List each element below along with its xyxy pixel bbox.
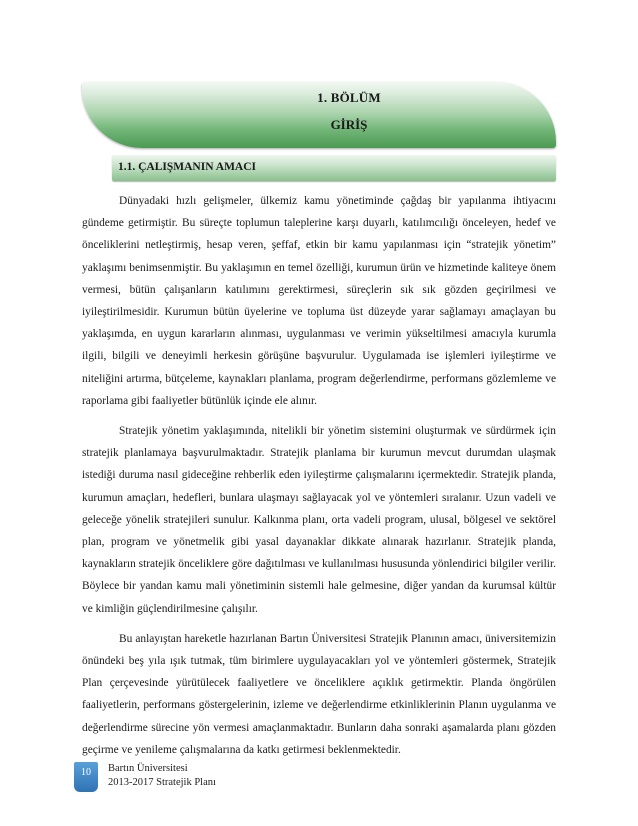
body-text <box>82 190 556 769</box>
page-number-tab <box>74 762 98 792</box>
footer-university: Bartın Üniversitesi <box>108 763 188 774</box>
page-number: 10 <box>81 767 91 778</box>
section-heading: 1.1. ÇALIŞMANIN AMACI <box>118 161 257 173</box>
footer-caption <box>108 762 216 790</box>
chapter-banner <box>82 82 556 148</box>
paragraph-3: Bu anlayıştan hareketle hazırlanan Bartın Üniversitesi Stratejik Planının amacı, üniversitemizin önündeki beş yıla ışık tutmak, tüm birimlere uygulayacakları yol ve yöntemleri göstermek, Stratejik Plan çerçevesinde yürütülecek faaliyetlere ve önceliklere açıklık getirmektir. Planda öngörülen faaliyetlerin, performans göstergelerinin, izleme ve değerlendirme etkinliklerinin Planın uygulanma ve değerlendirme sürecine yön vermesi amaçlanmaktadır. Bunların daha sonraki aşamalarda planı gözden geçirme ve yenileme çalışmalarına da katkı getirmesi beklenmektedir. <box>82 632 556 756</box>
section-heading-bar <box>112 155 556 181</box>
chapter-title: 1. BÖLÜM <box>317 90 381 105</box>
paragraph-1: Dünyadaki hızlı gelişmeler, ülkemiz kamu yönetiminde çağdaş bir yapılanma ihtiyacını gündeme getirmiştir. Bu süreçte toplumun taleplerine karşı duyarlı, katılımcılığı önceleyen, hedef ve önceliklerini netleştirmiş, hesap veren, şeffaf, etkin bir kamu yapılanması için “stratejik yönetim” yaklaşımı benimsenmiştir. Bu yaklaşımın en temel özelliği, kurumun ürün ve hizmetinde kaliteye önem vermesi, bütün çalışanların katılımını gerektirmesi, süreçlerin sık sık gözden geçirilmesi ve iyileştirilmesidir. Kurumun bütün üyelerine ve topluma üst düzeyde yarar sağlamayı amaçlayan bu yaklaşımda, en uygun kararların alınması, uygulanması ve verimin yükseltilmesi amacıyla kurumla ilgili, bilgili ve deneyimli herkesin görüşüne başvurulur. Uygulamada ise işlemleri iyileştirme ve niteliğini artırma, bütçeleme, kaynakları planlama, program değerlendirme, performans gözlemleme ve raporlama gibi faaliyetler bütünlük içinde ele alınır. <box>82 195 556 407</box>
chapter-subtitle: GİRİŞ <box>330 117 368 132</box>
footer-plan-title: 2013-2017 Stratejik Planı <box>108 777 216 788</box>
paragraph-2: Stratejik yönetim yaklaşımında, nitelikli bir yönetim sistemini oluşturmak ve sürdürmek için stratejik planlamaya başvurulmaktadır. Stratejik planlama bir kurumun mevcut durumdan ulaşmak istediği duruma nasıl gideceğine rehberlik eden iyileştirme çalışmalarını içermektedir. Stratejik planda, kurumun amaçları, hedefleri, bunlara ulaşmayı sağlayacak yol ve yöntemleri sıralanır. Uzun vadeli ve geleceğe yönelik stratejileri sunulur. Kalkınma planı, orta vadeli program, ulusal, bölgesel ve sektörel plan, program ve yönetmelik gibi yasal dayanaklar dikkate alınarak hazırlanır. Stratejik planda, kaynakların stratejik önceliklere göre dağıtılması ve kullanılması hususunda yönlendirici bilgiler verilir. Böylece bir yandan kamu mali yönetiminin sistemli hale gelmesine, diğer yandan da kurumsal kültür ve kimliğin güçlendirilmesine çalışılır. <box>82 425 556 615</box>
